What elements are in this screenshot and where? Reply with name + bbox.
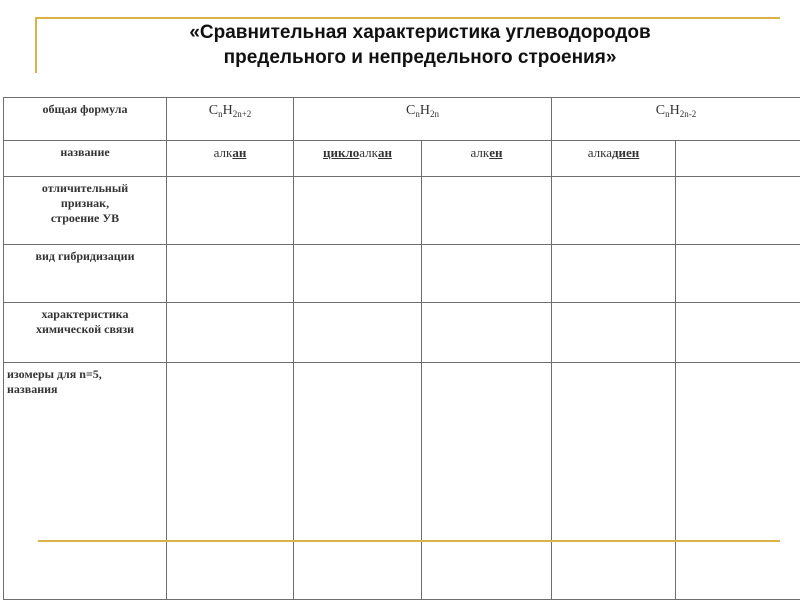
row-label-feature: отличительный признак, строение УВ bbox=[4, 177, 167, 245]
table-cell bbox=[552, 177, 676, 245]
row-label-hybrid: вид гибридизации bbox=[4, 245, 167, 303]
table-cell bbox=[676, 303, 800, 363]
table-row-formula bbox=[4, 98, 800, 141]
table-cell bbox=[676, 141, 800, 177]
table-cell bbox=[167, 245, 294, 303]
table-row-bond bbox=[4, 303, 800, 363]
table-cell bbox=[676, 177, 800, 245]
table-cell bbox=[294, 363, 422, 600]
table-cell bbox=[167, 363, 294, 600]
table-cell bbox=[422, 177, 552, 245]
table-cell bbox=[167, 177, 294, 245]
table-cell bbox=[676, 245, 800, 303]
row-label-isomers: изомеры для n=5, названия bbox=[4, 363, 167, 600]
table-cell bbox=[422, 363, 552, 600]
row-label-formula: общая формула bbox=[4, 98, 167, 141]
title-line-2: предельного и непредельного строения» bbox=[223, 47, 617, 68]
top-accent-line bbox=[35, 17, 780, 19]
left-accent-line bbox=[35, 17, 37, 73]
page-title bbox=[40, 20, 800, 70]
table-row-hybrid bbox=[4, 245, 800, 303]
name-alkene: алкен bbox=[422, 141, 552, 177]
table-cell bbox=[552, 363, 676, 600]
row-label-bond: характеристика химической связи bbox=[4, 303, 167, 363]
table-cell bbox=[676, 363, 800, 600]
name-alkane: алкан bbox=[167, 141, 294, 177]
table-row-name bbox=[4, 141, 800, 177]
comparison-table bbox=[3, 97, 800, 600]
table-row-feature bbox=[4, 177, 800, 245]
row-label-name: название bbox=[4, 141, 167, 177]
table-cell bbox=[422, 303, 552, 363]
table-cell bbox=[294, 245, 422, 303]
table-cell bbox=[552, 303, 676, 363]
formula-cycloalkane-alkene: $C_nH_{2n}$ bbox=[294, 98, 552, 141]
table-cell bbox=[552, 245, 676, 303]
table-cell bbox=[294, 303, 422, 363]
formula-alkadiene: $C_nH_{2n-2}$ bbox=[552, 98, 800, 141]
table-cell bbox=[294, 177, 422, 245]
table-cell bbox=[422, 245, 552, 303]
table-row-isomers bbox=[4, 363, 800, 600]
name-cycloalkane: циклоалкан bbox=[294, 141, 422, 177]
bottom-accent-line bbox=[38, 540, 780, 542]
title-line-1: «Сравнительная характеристика углеводородов bbox=[189, 22, 651, 43]
formula-alkane: $C_nH_{2n+2}$ bbox=[167, 98, 294, 141]
table-cell bbox=[167, 303, 294, 363]
name-alkadiene: алкадиен bbox=[552, 141, 676, 177]
